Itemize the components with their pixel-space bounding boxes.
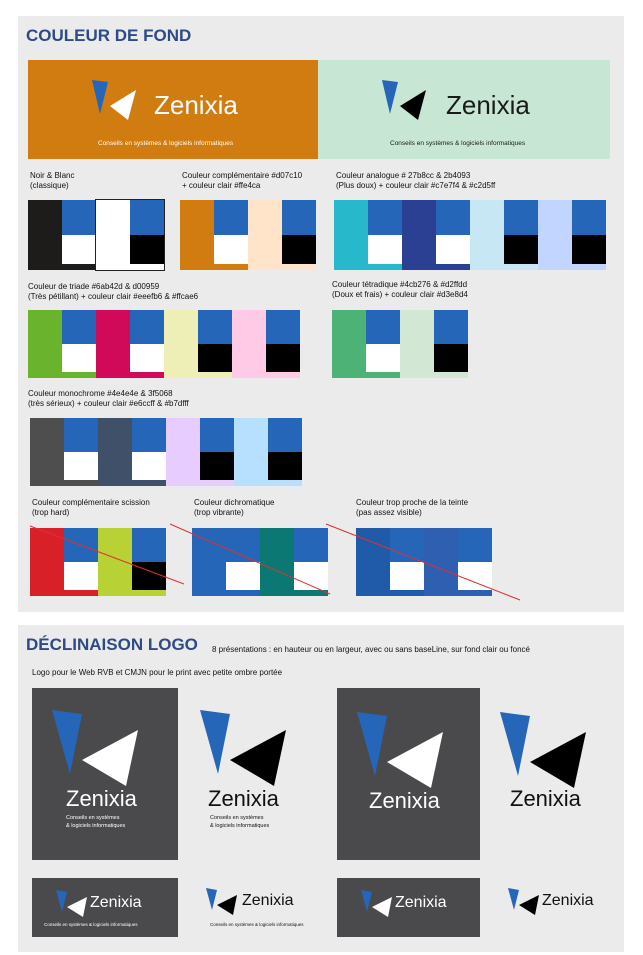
logo-wordmark: Zenixia xyxy=(395,894,447,911)
logo-mark-icon xyxy=(500,712,610,792)
banner-wordmark: Zenixia xyxy=(446,90,530,120)
strike-line xyxy=(170,524,330,594)
banner-tagline: Conseils en systèmes & logiciels informatiques xyxy=(98,140,234,147)
logo-light-horizontal xyxy=(506,886,616,922)
logo-tagline: Conseils en systèmes & logiciels informatiques xyxy=(210,815,270,829)
section-title-background: COULEUR DE FOND xyxy=(26,26,192,45)
group-label: Couleur analogue # 27b8cc & 2b4093 (Plus doux) + couleur clair #c7e7f4 & #c2d5ff xyxy=(336,171,496,190)
group-label: Couleur complémentaire scission (trop hard) xyxy=(32,498,150,517)
strike-line xyxy=(326,524,520,600)
logo-note: Logo pour le Web RVB et CMJN pour le print avec petite ombre portée xyxy=(32,668,283,677)
logo-mark-icon xyxy=(357,712,467,792)
group-label: Couleur de triade #6ab42d & d00959 (Très pétillant) + couleur clair #eeefb6 & #ffcae6 xyxy=(28,282,199,301)
logo-dark-horizontal-baseline xyxy=(32,878,178,937)
logo-mark-icon xyxy=(206,888,246,916)
logo-tagline: Conseils en systèmes & logiciels informatiques xyxy=(210,922,304,927)
logo-light-vertical-baseline xyxy=(192,704,312,844)
logo-wordmark: Zenixia xyxy=(369,788,440,813)
logo-wordmark: Zenixia xyxy=(242,892,294,909)
group-label: Couleur trop proche de la teinte (pas assez visible) xyxy=(356,498,469,517)
section-subtitle: 8 présentations : en hauteur ou en largeur, avec ou sans baseLine, sur fond clair ou foncé xyxy=(212,645,530,654)
logo-light-horizontal-baseline xyxy=(204,886,314,932)
logo-dark-vertical xyxy=(337,688,480,860)
logo-wordmark: Zenixia xyxy=(66,786,137,811)
logo-mark-icon xyxy=(200,710,310,790)
logo-dark-horizontal xyxy=(337,878,480,937)
strike-line xyxy=(30,526,184,584)
logo-tagline: Conseils en systèmes & logiciels informatiques xyxy=(66,815,126,829)
section-title-logo: DÉCLINAISON LOGO xyxy=(26,635,198,654)
logo-wordmark: Zenixia xyxy=(90,894,142,911)
group-label: Noir & Blanc (classique) xyxy=(30,171,75,190)
group-label: Couleur complémentaire #d07c10 + couleur clair #ffe4ca xyxy=(182,171,303,190)
logo-wordmark: Zenixia xyxy=(510,786,581,811)
logo-light-vertical xyxy=(496,708,616,828)
logo-wordmark: Zenixia xyxy=(542,892,594,909)
logo-mark-icon xyxy=(52,710,162,790)
banner-wordmark: Zenixia xyxy=(154,90,238,120)
logo-wordmark: Zenixia xyxy=(208,786,279,811)
logo-dark-vertical-baseline xyxy=(32,688,178,860)
group-label: Couleur dichromatique (trop vibrante) xyxy=(194,498,275,517)
logo-tagline: Conseils en systèmes & logiciels informatiques xyxy=(44,922,138,927)
banner-tagline: Conseils en systèmes & logiciels informatiques xyxy=(390,140,526,147)
group-label: Couleur monochrome #4e4e4e & 3f5068 (très sérieux) + couleur clair #e6ccff & #b7dfff xyxy=(28,389,189,408)
group-label: Couleur tétradique #4cb276 & #d2ffdd (Doux et frais) + couleur clair #d3e8d4 xyxy=(332,280,468,299)
